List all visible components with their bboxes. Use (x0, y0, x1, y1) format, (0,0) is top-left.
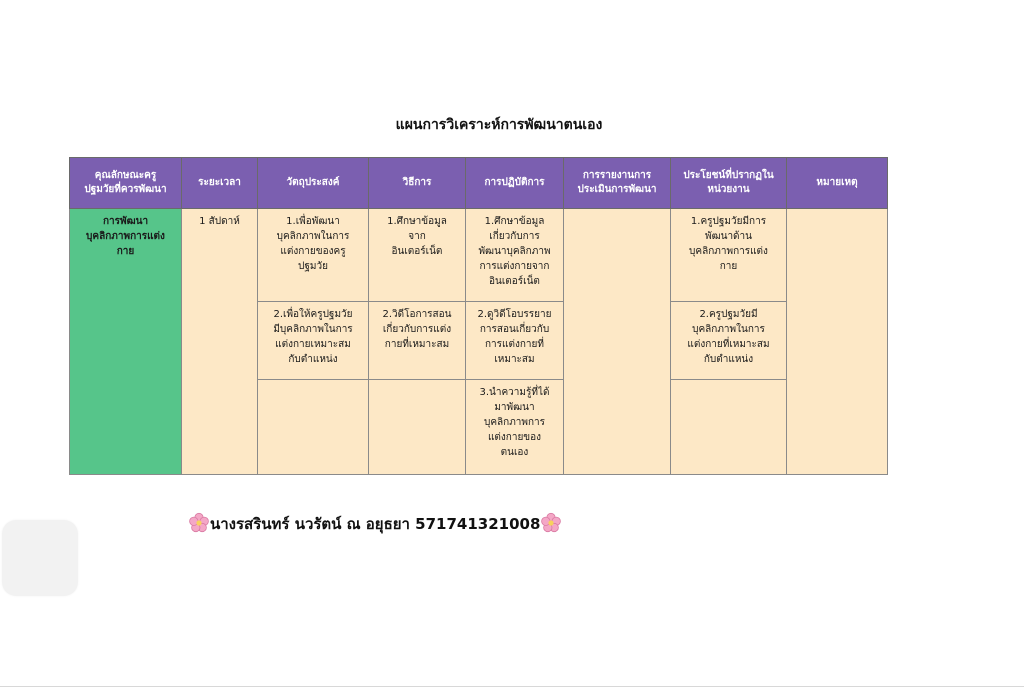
benefit-cell: 1.ครูปฐมวัยมีการ พัฒนาด้าน บุคลิกภาพการแต่ง กาย (671, 209, 787, 302)
objective-cell: 1.เพื่อพัฒนา บุคลิกภาพในการ แต่งกายของครู ปฐมวัย (258, 209, 369, 302)
method-cell (369, 380, 466, 475)
header-teacher-quality: คุณลักษณะครู ปฐมวัยที่ควรพัฒนา (70, 158, 182, 209)
method-cell: 1.ศึกษาข้อมูล จาก อินเตอร์เน็ต (369, 209, 466, 302)
teacher-quality-cell: การพัฒนา บุคลิกภาพการแต่ง กาย (70, 209, 182, 475)
document-title: แผนการวิเคราะห์การพัฒนาตนเอง (395, 117, 603, 133)
benefit-cell (671, 380, 787, 475)
header-objective: วัตถุประสงค์ (258, 158, 369, 209)
duration-cell: 1 สัปดาห์ (182, 209, 258, 475)
remarks-cell (787, 209, 888, 475)
cherry-blossom-icon (188, 512, 210, 534)
header-duration: ระยะเวลา (182, 158, 258, 209)
development-plan-table (69, 157, 888, 475)
practice-cell: 1.ศึกษาข้อมูล เกี่ยวกับการ พัฒนาบุคลิกภาพ การแต่งกายจาก อินเตอร์เน็ต (466, 209, 564, 302)
objective-cell: 2.เพื่อให้ครูปฐมวัย มีบุคลิกภาพในการ แต่งกายเหมาะสม กับตำแหน่ง (258, 302, 369, 380)
header-remarks: หมายเหตุ (787, 158, 888, 209)
cherry-blossom-icon (540, 512, 562, 534)
header-evaluation-report: การรายงานการ ประเมินการพัฒนา (564, 158, 671, 209)
table-row (70, 209, 888, 302)
header-benefit: ประโยชน์ที่ปรากฏใน หน่วยงาน (671, 158, 787, 209)
header-practice: การปฏิบัติการ (466, 158, 564, 209)
assistive-touch-button[interactable] (2, 520, 78, 596)
practice-cell: 2.ดูวิดีโอบรรยาย การสอนเกี่ยวกับ การแต่งกายที่ เหมาะสม (466, 302, 564, 380)
objective-cell (258, 380, 369, 475)
author-footer (188, 512, 562, 536)
benefit-cell: 2.ครูปฐมวัยมี บุคลิกภาพในการ แต่งกายที่เหมาะสม กับตำแหน่ง (671, 302, 787, 380)
practice-cell: 3.นำความรู้ที่ได้ มาพัฒนา บุคลิกภาพการ แต่งกายของ ตนเอง (466, 380, 564, 475)
table-header-row (70, 158, 888, 209)
method-cell: 2.วิดีโอการสอน เกี่ยวกับการแต่ง กายที่เหมาะสม (369, 302, 466, 380)
author-name: นางรสรินทร์ นวรัตน์ ณ อยุธยา 571741321008 (210, 515, 541, 533)
header-method: วิธีการ (369, 158, 466, 209)
bottom-divider (0, 686, 1024, 687)
evaluation-report-cell (564, 209, 671, 475)
